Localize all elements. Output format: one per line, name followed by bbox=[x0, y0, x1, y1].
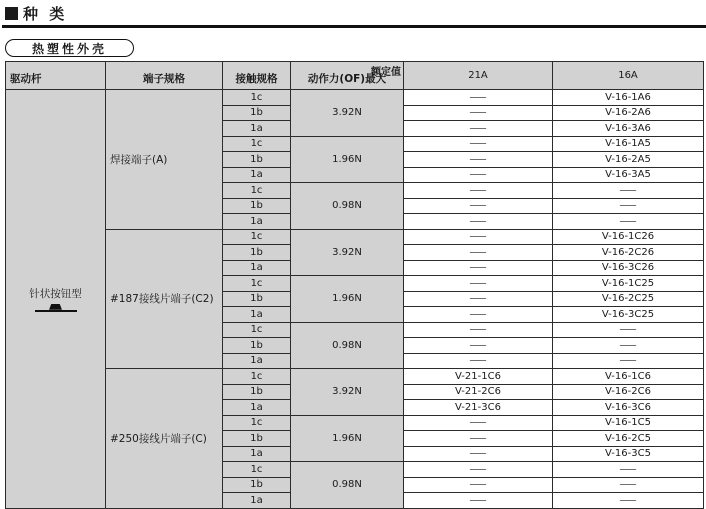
rating-21a-cell bbox=[404, 229, 553, 245]
contact-cell: 1b bbox=[223, 105, 291, 121]
dash-placeholder: — bbox=[469, 262, 487, 274]
rating-16a-cell bbox=[553, 477, 704, 493]
rating-21a-cell bbox=[404, 431, 553, 447]
rating-16a-cell: V-16-2A6 bbox=[553, 105, 704, 121]
dash-placeholder: — bbox=[469, 122, 487, 134]
terminal-cell: 焊接端子(A) bbox=[106, 90, 223, 230]
rating-21a-cell bbox=[404, 105, 553, 121]
dash-placeholder: — bbox=[619, 200, 637, 212]
contact-cell: 1a bbox=[223, 214, 291, 230]
contact-cell: 1c bbox=[223, 136, 291, 152]
rating-16a-cell: V-16-2C25 bbox=[553, 291, 704, 307]
spec-table bbox=[5, 61, 704, 509]
contact-cell: 1b bbox=[223, 245, 291, 261]
dash-placeholder: — bbox=[469, 184, 487, 196]
housing-type-pill: 热塑性外壳 bbox=[5, 39, 134, 57]
contact-cell: 1b bbox=[223, 384, 291, 400]
force-cell: 1.96N bbox=[291, 136, 404, 183]
contact-cell: 1c bbox=[223, 462, 291, 478]
rating-16a-cell: V-16-3C25 bbox=[553, 307, 704, 323]
table-body bbox=[6, 90, 704, 509]
rating-16a-cell: V-16-2A5 bbox=[553, 152, 704, 168]
dash-placeholder: — bbox=[619, 215, 637, 227]
rating-16a-cell: V-16-3A5 bbox=[553, 167, 704, 183]
pin-plunger-icon bbox=[35, 304, 77, 312]
contact-cell: 1a bbox=[223, 307, 291, 323]
rating-16a-cell bbox=[553, 353, 704, 369]
rating-21a-cell bbox=[404, 152, 553, 168]
force-cell: 1.96N bbox=[291, 276, 404, 323]
contact-cell: 1a bbox=[223, 446, 291, 462]
dash-placeholder: — bbox=[469, 169, 487, 181]
force-cell: 1.96N bbox=[291, 415, 404, 462]
rating-21a-cell bbox=[404, 446, 553, 462]
dash-placeholder: — bbox=[469, 479, 487, 491]
force-cell: 0.98N bbox=[291, 183, 404, 230]
title-divider bbox=[2, 25, 706, 28]
rating-21a-cell bbox=[404, 338, 553, 354]
rating-16a-cell: V-16-1A6 bbox=[553, 90, 704, 106]
rating-16a-cell: V-16-1C25 bbox=[553, 276, 704, 292]
contact-cell: 1c bbox=[223, 90, 291, 106]
dash-placeholder: — bbox=[469, 355, 487, 367]
rating-21a-cell: V-21-1C6 bbox=[404, 369, 553, 385]
rating-21a-cell bbox=[404, 322, 553, 338]
contact-cell: 1a bbox=[223, 493, 291, 509]
dash-placeholder: — bbox=[469, 91, 487, 103]
table-row bbox=[6, 90, 704, 106]
rating-21a-cell bbox=[404, 183, 553, 199]
dash-placeholder: — bbox=[469, 448, 487, 460]
contact-cell: 1c bbox=[223, 415, 291, 431]
rating-21a-cell bbox=[404, 214, 553, 230]
rating-21a-cell bbox=[404, 307, 553, 323]
dash-placeholder: — bbox=[469, 324, 487, 336]
rating-21a-cell: V-21-3C6 bbox=[404, 400, 553, 416]
rating-21a-cell bbox=[404, 353, 553, 369]
rating-16a-cell: V-16-3C5 bbox=[553, 446, 704, 462]
force-cell: 3.92N bbox=[291, 369, 404, 416]
dash-placeholder: — bbox=[619, 494, 637, 506]
dash-placeholder: — bbox=[619, 355, 637, 367]
rating-16a-cell bbox=[553, 183, 704, 199]
terminal-cell: #250接线片端子(C) bbox=[106, 369, 223, 509]
rating-16a-cell bbox=[553, 322, 704, 338]
contact-cell: 1c bbox=[223, 322, 291, 338]
contact-cell: 1c bbox=[223, 276, 291, 292]
driver-cell bbox=[6, 90, 106, 509]
page-title: 种 类 bbox=[23, 5, 68, 23]
dash-placeholder: — bbox=[469, 138, 487, 150]
rating-16a-cell bbox=[553, 338, 704, 354]
header-contact: 接触规格 bbox=[223, 62, 291, 90]
rating-16a-cell: V-16-2C5 bbox=[553, 431, 704, 447]
header-21a: 21A bbox=[404, 62, 553, 90]
dash-placeholder: — bbox=[469, 215, 487, 227]
header-force bbox=[291, 62, 404, 90]
header-rated-value: 额定值 bbox=[371, 67, 401, 78]
dash-placeholder: — bbox=[469, 200, 487, 212]
dash-placeholder: — bbox=[469, 277, 487, 289]
rating-21a-cell bbox=[404, 276, 553, 292]
contact-cell: 1b bbox=[223, 431, 291, 447]
dash-placeholder: — bbox=[619, 463, 637, 475]
contact-cell: 1c bbox=[223, 183, 291, 199]
rating-16a-cell bbox=[553, 493, 704, 509]
contact-cell: 1b bbox=[223, 338, 291, 354]
contact-cell: 1b bbox=[223, 291, 291, 307]
force-cell: 3.92N bbox=[291, 90, 404, 137]
rating-16a-cell: V-16-2C6 bbox=[553, 384, 704, 400]
section-title bbox=[5, 5, 706, 22]
rating-21a-cell bbox=[404, 121, 553, 137]
table-header-row bbox=[6, 62, 704, 90]
rating-21a-cell bbox=[404, 136, 553, 152]
rating-21a-cell bbox=[404, 415, 553, 431]
dash-placeholder: — bbox=[619, 339, 637, 351]
dash-placeholder: — bbox=[619, 184, 637, 196]
dash-placeholder: — bbox=[469, 231, 487, 243]
force-cell: 0.98N bbox=[291, 322, 404, 369]
contact-cell: 1a bbox=[223, 353, 291, 369]
rating-21a-cell bbox=[404, 462, 553, 478]
contact-cell: 1b bbox=[223, 152, 291, 168]
contact-cell: 1a bbox=[223, 121, 291, 137]
terminal-cell: #187接线片端子(C2) bbox=[106, 229, 223, 369]
dash-placeholder: — bbox=[469, 417, 487, 429]
section-marker-icon bbox=[5, 7, 18, 20]
rating-21a-cell bbox=[404, 477, 553, 493]
rating-21a-cell bbox=[404, 167, 553, 183]
force-cell: 0.98N bbox=[291, 462, 404, 509]
rating-21a-cell: V-21-2C6 bbox=[404, 384, 553, 400]
rating-16a-cell: V-16-1A5 bbox=[553, 136, 704, 152]
dash-placeholder: — bbox=[469, 153, 487, 165]
rating-16a-cell: V-16-3C26 bbox=[553, 260, 704, 276]
rating-16a-cell: V-16-1C6 bbox=[553, 369, 704, 385]
contact-cell: 1a bbox=[223, 167, 291, 183]
rating-16a-cell: V-16-3A6 bbox=[553, 121, 704, 137]
rating-16a-cell bbox=[553, 462, 704, 478]
contact-cell: 1b bbox=[223, 477, 291, 493]
dash-placeholder: — bbox=[469, 432, 487, 444]
contact-cell: 1a bbox=[223, 400, 291, 416]
plunger-base bbox=[35, 310, 77, 312]
table-row bbox=[6, 229, 704, 245]
rating-16a-cell: V-16-3C6 bbox=[553, 400, 704, 416]
dash-placeholder: — bbox=[469, 494, 487, 506]
header-16a: 16A bbox=[553, 62, 704, 90]
rating-16a-cell bbox=[553, 214, 704, 230]
dash-placeholder: — bbox=[469, 308, 487, 320]
rating-21a-cell bbox=[404, 198, 553, 214]
dash-placeholder: — bbox=[469, 246, 487, 258]
rating-21a-cell bbox=[404, 291, 553, 307]
contact-cell: 1b bbox=[223, 198, 291, 214]
rating-16a-cell: V-16-1C5 bbox=[553, 415, 704, 431]
driver-type-label: 针状按钮型 bbox=[29, 287, 82, 300]
rating-21a-cell bbox=[404, 260, 553, 276]
dash-placeholder: — bbox=[619, 479, 637, 491]
header-force-label: 动作力(OF)最大 bbox=[307, 73, 387, 85]
header-driver: 驱动杆 bbox=[6, 62, 106, 90]
header-terminal: 端子规格 bbox=[106, 62, 223, 90]
rating-21a-cell bbox=[404, 493, 553, 509]
contact-cell: 1a bbox=[223, 260, 291, 276]
rating-16a-cell: V-16-1C26 bbox=[553, 229, 704, 245]
rating-16a-cell bbox=[553, 198, 704, 214]
rating-21a-cell bbox=[404, 245, 553, 261]
table-row bbox=[6, 369, 704, 385]
rating-21a-cell bbox=[404, 90, 553, 106]
contact-cell: 1c bbox=[223, 369, 291, 385]
rating-16a-cell: V-16-2C26 bbox=[553, 245, 704, 261]
dash-placeholder: — bbox=[469, 293, 487, 305]
contact-cell: 1c bbox=[223, 229, 291, 245]
dash-placeholder: — bbox=[469, 463, 487, 475]
force-cell: 3.92N bbox=[291, 229, 404, 276]
plunger-pin bbox=[49, 304, 62, 310]
dash-placeholder: — bbox=[469, 107, 487, 119]
dash-placeholder: — bbox=[619, 324, 637, 336]
dash-placeholder: — bbox=[469, 339, 487, 351]
